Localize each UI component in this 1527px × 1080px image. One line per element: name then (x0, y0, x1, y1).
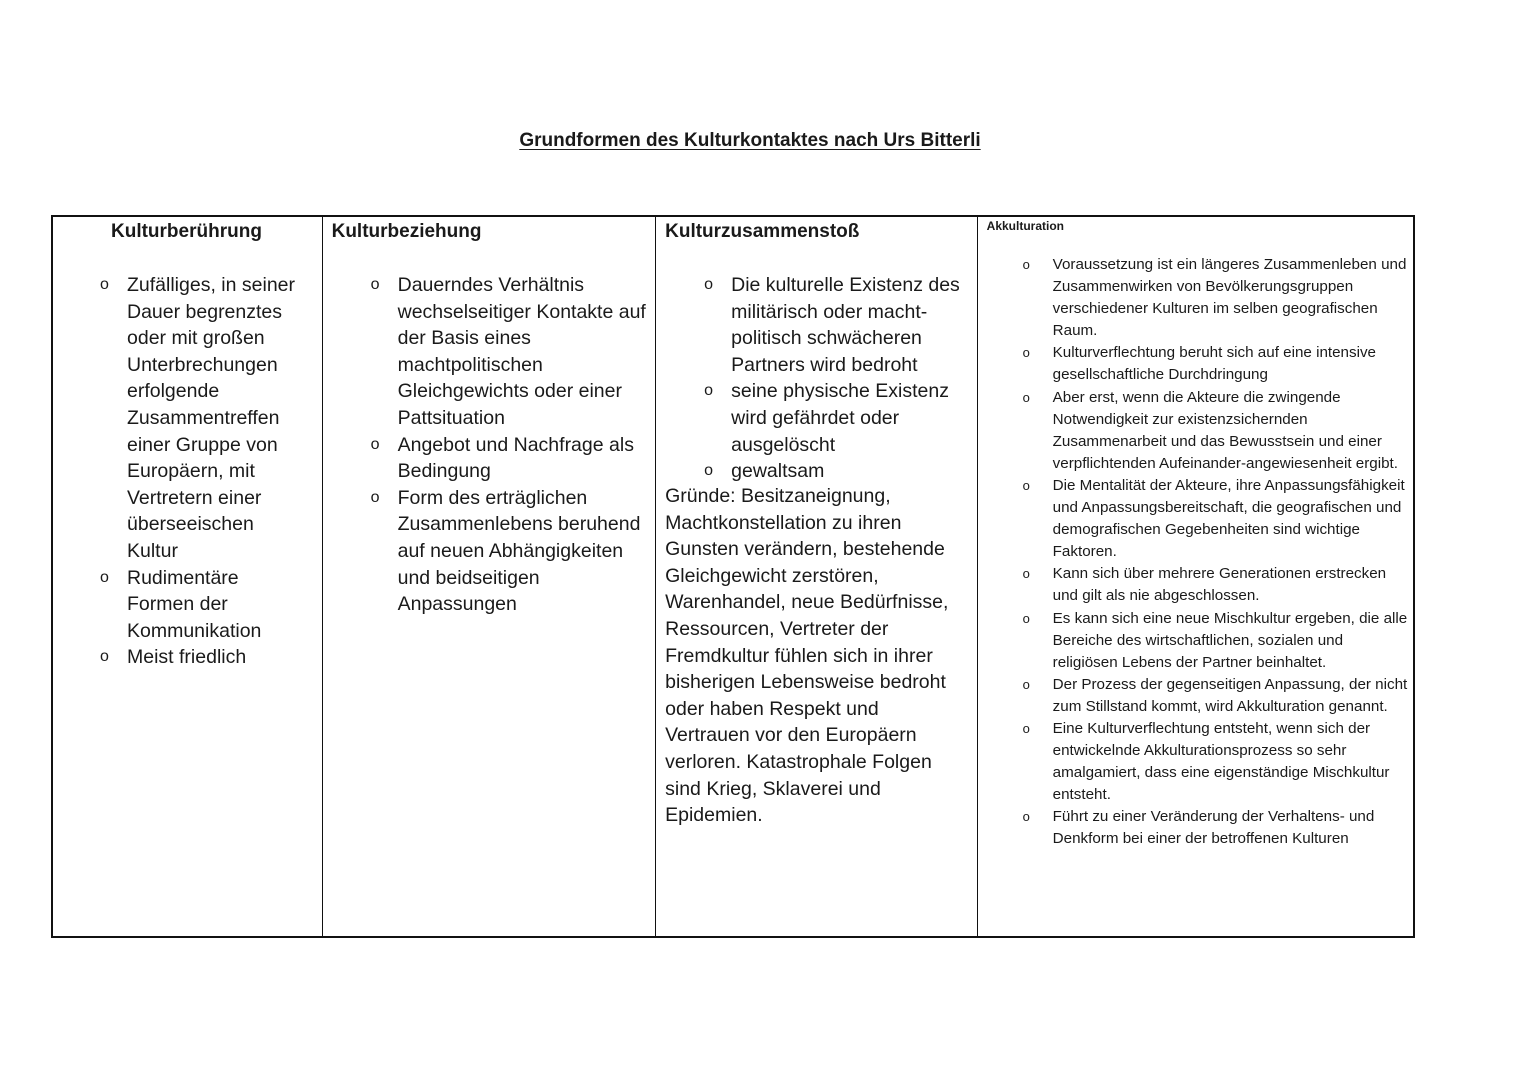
bullet-icon: o (100, 276, 109, 293)
column-kulturbeziehung (323, 217, 657, 936)
list-item: o gewaltsam (731, 458, 971, 485)
column-heading: Kulturbeziehung (331, 221, 482, 242)
bullet-icon: o (1022, 345, 1030, 361)
list-item: o Dauerndes Verhältnis wechselseitiger Kontakte auf der Basis eines machtpolitischen Gleichgewichts oder einer Pattsituation (370, 274, 646, 429)
list-item: o Rudimentäre Formen der Kommunikation (100, 566, 262, 642)
list-item: o Eine Kulturverflechtung entsteht, wenn sich der entwickelnde Akkulturationsprozess so sehr amalgamiert, dass eine eigenständige Mischkultur entsteht. (1022, 719, 1390, 804)
list-item: o seine physische Existenz wird gefährdet oder ausgelöscht (704, 380, 949, 456)
bullet-icon: o (370, 435, 380, 453)
list-item: o Kulturverflechtung beruht sich auf eine intensive gesellschaftliche Durchdringung (1022, 344, 1377, 384)
list-item: o Es kann sich eine neue Mischkultur ergeben, die alle Bereiche des wirtschaftlichen, sozialen und religiösen Lebens der Partner beinhaltet. (1022, 609, 1408, 671)
reasons-paragraph: Gründe: Besitzaneignung, Machtkonstellation zu ihren Gunsten verändern, bestehende Gleichgewicht zerstören, Warenhandel, neue Bedürfnisse, Ressourcen, Vertreter der Fremdkultur fühlen sich in ihrer bisherigen Lebensweise bedroht oder haben Respekt und Vertrauen vor den Europäern verloren. Katastrophale Folgen sind Krieg, Sklaverei und Epidemien. (665, 485, 949, 827)
list-item: o Kann sich über mehrere Generationen erstrecken und gilt als nie abgeschlossen. (1022, 565, 1387, 605)
document-title: Grundformen des Kulturkontaktes nach Urs Bitterli (519, 130, 981, 151)
bullet-icon: o (1022, 257, 1030, 272)
column-kulturzusammenstoss (656, 217, 978, 936)
list-item: o Meist friedlich (127, 644, 307, 671)
bullet-list (370, 272, 653, 618)
bullet-list (100, 272, 307, 671)
comparison-table (51, 215, 1415, 938)
bullet-list (704, 272, 971, 485)
list-item: o Zufälliges, in seiner Dauer begrenztes oder mit großen Unterbrechungen erfolgende Zusammentreffen einer Gruppe von Europäern, mit Vertretern einer überseeischen Kultur (100, 274, 295, 562)
bullet-list (1022, 254, 1409, 851)
column-akkulturation (978, 217, 1413, 936)
bullet-icon: o (1022, 720, 1030, 736)
column-heading: Kulturzusammenstoß (665, 221, 860, 242)
list-item: o Aber erst, wenn die Akteure die zwingende Notwendigkeit zur existenzsichernden Zusammenarbeit und das Bewusstsein und einer verpflichtenden Aufeinander-angewiesenheit ergibt. (1022, 388, 1398, 472)
bullet-icon: o (100, 648, 109, 666)
list-item: o Die Mentalität der Akteure, ihre Anpassungsfähigkeit und Anpassungsbereitschaft, die geografischen und demografischen Gegebenheiten sind wichtige Faktoren. (1022, 476, 1405, 561)
bullet-icon: o (704, 462, 714, 480)
column-heading: Kulturberührung (111, 221, 262, 242)
bullet-icon: o (100, 568, 109, 586)
list-item: o Form des erträglichen Zusammenlebens beruhend auf neuen Abhängigkeiten und beidseitigen Anpassungen (370, 486, 641, 616)
column-heading: Akkulturation (986, 219, 1064, 233)
bullet-icon: o (1022, 676, 1030, 692)
bullet-icon: o (1022, 477, 1030, 493)
bullet-icon: o (1022, 389, 1030, 405)
bullet-icon: o (370, 488, 380, 506)
bullet-icon: o (1022, 610, 1030, 626)
bullet-icon: o (370, 276, 380, 293)
bullet-icon: o (704, 276, 714, 293)
bullet-icon: o (1022, 566, 1030, 582)
bullet-icon: o (1022, 809, 1030, 825)
list-item: o Der Prozess der gegenseitigen Anpassung, der nicht zum Stillstand kommt, wird Akkulturation genannt. (1022, 675, 1408, 715)
list-item: o Die kulturelle Existenz des militärisch oder macht-politisch schwächeren Partners wird bedroht (704, 274, 960, 376)
list-item: o Führt zu einer Veränderung der Verhaltens- und Denkform bei einer der betroffenen Kulturen (1022, 808, 1375, 848)
bullet-icon: o (704, 382, 714, 400)
column-kulturberuehrung (53, 217, 323, 936)
list-item: o Angebot und Nachfrage als Bedingung (370, 433, 634, 483)
list-item: o Voraussetzung ist ein längeres Zusammenleben und Zusammenwirken von Bevölkerungsgruppen verschiedener Kulturen im selben geografischen Raum. (1022, 256, 1407, 340)
